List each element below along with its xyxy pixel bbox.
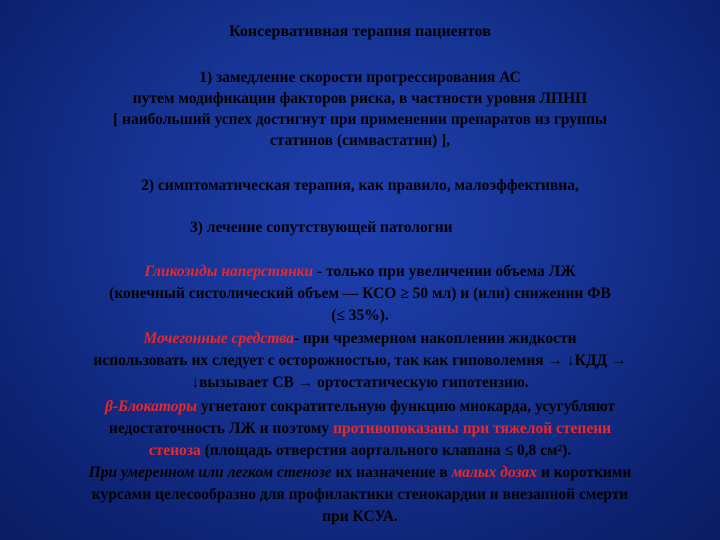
beta-term: β-Блокаторы — [105, 398, 197, 415]
beta-line3 — [0, 441, 720, 461]
point3-text: 3) лечение сопутствующей патологии — [190, 219, 453, 236]
point2-text: 2) симптоматическая терапия, как правило, малоэффективна, — [141, 177, 579, 194]
glycosides-rest: - только при увеличении объема ЛЖ — [313, 263, 576, 280]
point1-line3: [ наибольший успех достигнут при применении препаратов из группы — [112, 111, 607, 128]
beta-line1 — [0, 397, 720, 417]
glycosides-line2: (конечный систолический объем — КСО ≥ 50 мл) и (или) снижении ФВ — [109, 285, 611, 302]
glycosides-line3: (≤ 35%). — [331, 307, 389, 324]
beta-line2-b: противопоказаны при тяжелой степени — [333, 420, 612, 437]
beta-line4-a: При умеренном или легком стенозе — [88, 464, 332, 481]
point1-line1: 1) замедление скорости прогрессирования АС — [199, 69, 521, 86]
beta-line4-c: малых дозах — [451, 464, 538, 481]
glycosides-line1 — [0, 262, 720, 282]
beta-line3-b: (площадь отверстия аортального клапана ≤ 0,8 см²). — [200, 442, 572, 459]
beta-line4-d: и короткими — [537, 464, 632, 481]
beta-line6: при КСУА. — [322, 508, 398, 525]
beta-line5: курсами целесообразно для профилактики стенокардии и внезапной смерти — [91, 486, 629, 503]
diuretics-line3: ↓вызывает СВ → ортостатическую гипотензию. — [191, 374, 529, 391]
beta-line2-a: недостаточность ЛЖ и поэтому — [108, 420, 334, 437]
beta-rest: угнетают сократительную функцию миокарда, усугубляют — [197, 398, 615, 415]
beta-line4-b: их назначение в — [331, 464, 452, 481]
diuretics-rest: - при чрезмерном накоплении жидкости — [293, 330, 577, 347]
beta-line4 — [0, 463, 720, 483]
diuretics-term: Мочегонные средства — [143, 330, 294, 347]
beta-line2 — [0, 419, 720, 439]
diuretics-line2: использовать их следует с осторожностью, так как гиповолемия → ↓КДД → — [93, 352, 627, 369]
beta-line3-a: стеноза — [148, 442, 201, 459]
point1-line4: статинов (симвастатин) ], — [269, 132, 451, 149]
glycosides-term: Гликозиды наперстянки — [144, 263, 314, 280]
point1-line2: путем модификации факторов риска, в частности уровня ЛПНП — [132, 90, 588, 107]
diuretics-line1 — [0, 329, 720, 349]
slide-title: Консервативная терапия пациентов — [229, 23, 491, 40]
